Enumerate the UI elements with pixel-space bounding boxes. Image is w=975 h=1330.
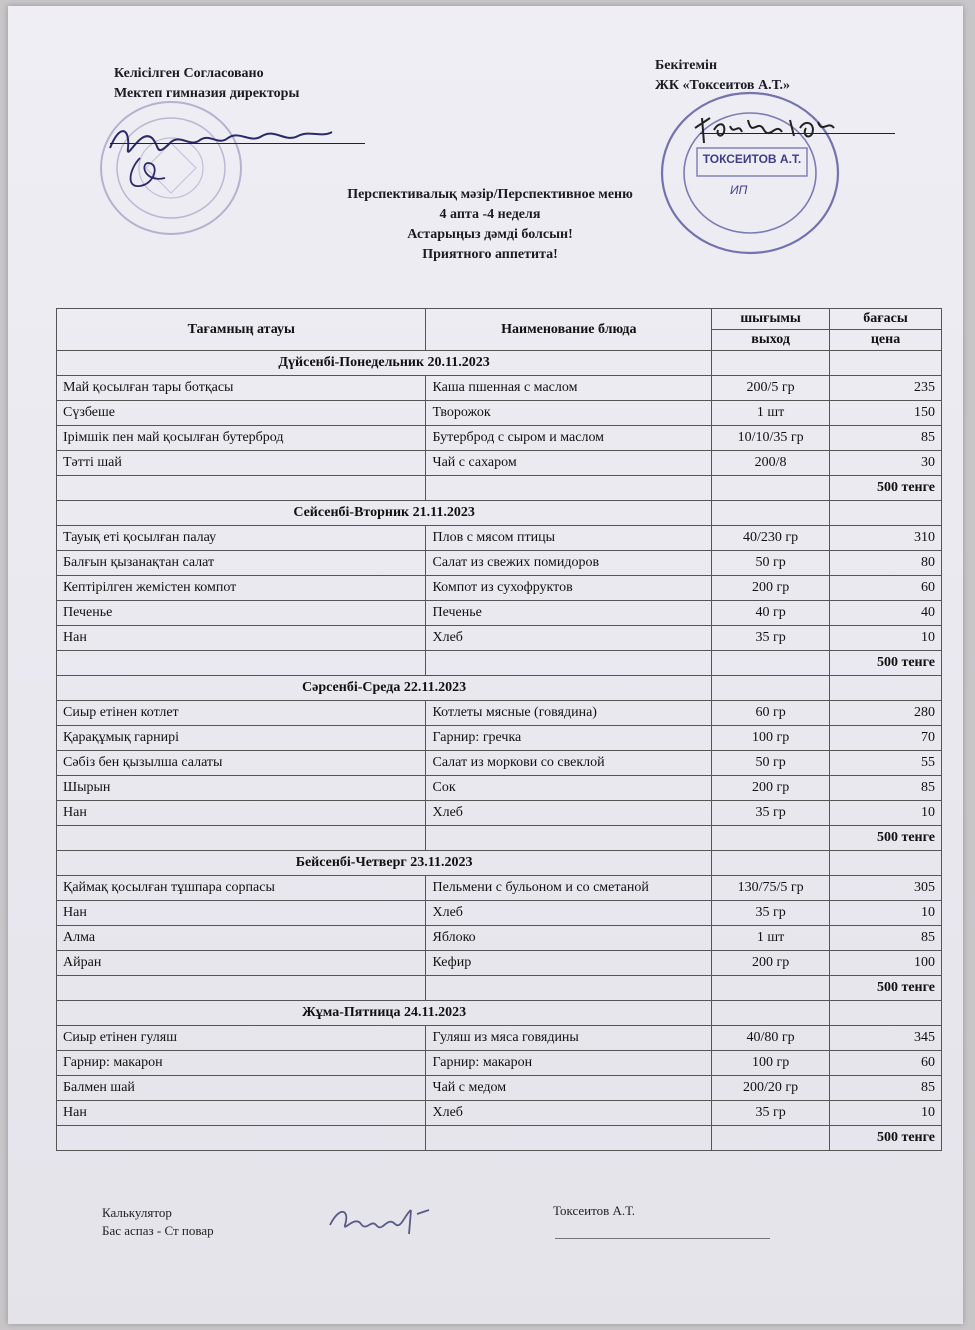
footer-roles [102, 1204, 214, 1240]
dish-ru: Пельмени с бульоном и со сметаной [426, 876, 712, 901]
day-title: Жұма-Пятница 24.11.2023 [57, 1001, 712, 1026]
dish-yield: 35 гр [712, 626, 830, 651]
dish-yield: 40/230 гр [712, 526, 830, 551]
dish-price: 80 [830, 551, 942, 576]
dish-kz: Сүзбеше [57, 401, 426, 426]
dish-ru: Бутерброд с сыром и маслом [426, 426, 712, 451]
dish-price: 85 [830, 926, 942, 951]
table-row [57, 726, 942, 751]
menu-week: 4 апта -4 неделя [439, 207, 541, 222]
header-dish-kz: Тағамның атауы [57, 309, 426, 351]
table-row [57, 626, 942, 651]
dish-kz: Май қосылған тары ботқасы [57, 376, 426, 401]
dish-ru: Котлеты мясные (говядина) [426, 701, 712, 726]
greeting-kz: Астарыңыз дәмді болсын! [407, 227, 573, 242]
dish-ru: Хлеб [426, 1101, 712, 1126]
dish-price: 345 [830, 1026, 942, 1051]
dish-price: 280 [830, 701, 942, 726]
dish-yield: 50 гр [712, 551, 830, 576]
dish-price: 10 [830, 801, 942, 826]
header-yield-ru: выход [712, 330, 830, 351]
day-total: 500 тенге [830, 651, 942, 676]
dish-price: 40 [830, 601, 942, 626]
dish-price: 85 [830, 1076, 942, 1101]
header-price-kz: бағасы [830, 309, 942, 330]
dish-price: 60 [830, 576, 942, 601]
header-price-ru: цена [830, 330, 942, 351]
dish-kz: Сәбіз бен қызылша салаты [57, 751, 426, 776]
dish-yield: 100 гр [712, 726, 830, 751]
dish-yield: 40 гр [712, 601, 830, 626]
dish-ru: Гарнир: макарон [426, 1051, 712, 1076]
dish-price: 235 [830, 376, 942, 401]
footer-role-1: Калькулятор [102, 1205, 172, 1220]
dish-kz: Нан [57, 801, 426, 826]
footer-sign-line [555, 1238, 770, 1239]
table-row [57, 876, 942, 901]
dish-price: 85 [830, 426, 942, 451]
dish-ru: Творожок [426, 401, 712, 426]
table-row [57, 751, 942, 776]
dish-ru: Плов с мясом птицы [426, 526, 712, 551]
table-row [57, 551, 942, 576]
dish-kz: Печенье [57, 601, 426, 626]
day-title: Бейсенбі-Четверг 23.11.2023 [57, 851, 712, 876]
dish-yield: 50 гр [712, 751, 830, 776]
dish-yield: 35 гр [712, 901, 830, 926]
dish-yield: 100 гр [712, 1051, 830, 1076]
dish-yield: 200/5 гр [712, 376, 830, 401]
greeting-ru: Приятного аппетита! [422, 247, 558, 262]
menu-table [56, 308, 942, 1151]
dish-yield: 35 гр [712, 1101, 830, 1126]
dish-kz: Сиыр етінен котлет [57, 701, 426, 726]
table-row [57, 926, 942, 951]
dish-kz: Алма [57, 926, 426, 951]
table-row [57, 951, 942, 976]
dish-kz: Балғын қызанақтан салат [57, 551, 426, 576]
dish-kz: Ірімшік пен май қосылған бутерброд [57, 426, 426, 451]
dish-yield: 1 шт [712, 401, 830, 426]
table-row [57, 1076, 942, 1101]
menu-title-block [290, 185, 690, 265]
dish-kz: Кептірілген жемістен компот [57, 576, 426, 601]
footer-role-2: Бас аспаз - Ст повар [102, 1223, 214, 1238]
approver-signature [690, 108, 840, 148]
dish-yield: 200/8 [712, 451, 830, 476]
day-title: Дүйсенбі-Понедельник 20.11.2023 [57, 351, 712, 376]
table-row [57, 601, 942, 626]
dish-ru: Кефир [426, 951, 712, 976]
dish-price: 30 [830, 451, 942, 476]
dish-kz: Тәтті шай [57, 451, 426, 476]
dish-yield: 200 гр [712, 951, 830, 976]
dish-kz: Шырын [57, 776, 426, 801]
stamp-type: ИП [730, 183, 748, 197]
agreed-line-1: Келісілген Согласовано [114, 66, 264, 81]
dish-yield: 1 шт [712, 926, 830, 951]
dish-yield: 130/75/5 гр [712, 876, 830, 901]
table-row [57, 776, 942, 801]
dish-kz: Нан [57, 1101, 426, 1126]
dish-ru: Гуляш из мяса говядины [426, 1026, 712, 1051]
dish-ru: Салат из моркови со свеклой [426, 751, 712, 776]
chef-signature [325, 1200, 435, 1240]
dish-kz: Қарақұмық гарнирі [57, 726, 426, 751]
dish-ru: Хлеб [426, 626, 712, 651]
dish-ru: Чай с сахаром [426, 451, 712, 476]
table-row [57, 1026, 942, 1051]
dish-ru: Сок [426, 776, 712, 801]
dish-kz: Нан [57, 901, 426, 926]
agreed-line-2: Мектеп гимназия директоры [114, 86, 300, 101]
header-yield-kz: шығымы [712, 309, 830, 330]
dish-kz: Сиыр етінен гуляш [57, 1026, 426, 1051]
day-total: 500 тенге [830, 1126, 942, 1151]
dish-kz: Балмен шай [57, 1076, 426, 1101]
dish-yield: 200 гр [712, 776, 830, 801]
table-row [57, 576, 942, 601]
dish-ru: Яблоко [426, 926, 712, 951]
day-total: 500 тенге [830, 976, 942, 1001]
table-row [57, 901, 942, 926]
table-row [57, 451, 942, 476]
dish-yield: 35 гр [712, 801, 830, 826]
dish-yield: 10/10/35 гр [712, 426, 830, 451]
table-row [57, 1101, 942, 1126]
day-title: Сәрсенбі-Среда 22.11.2023 [57, 676, 712, 701]
stamp-name: ТОКСЕИТОВ А.Т. [702, 152, 802, 166]
dish-price: 305 [830, 876, 942, 901]
dish-kz: Айран [57, 951, 426, 976]
menu-title: Перспективалық мәзір/Перспективное меню [347, 187, 633, 202]
dish-ru: Печенье [426, 601, 712, 626]
dish-yield: 60 гр [712, 701, 830, 726]
dish-yield: 40/80 гр [712, 1026, 830, 1051]
table-row [57, 401, 942, 426]
approved-line-2: ЖК «Токсеитов А.Т.» [655, 78, 791, 93]
day-title: Сейсенбі-Вторник 21.11.2023 [57, 501, 712, 526]
dish-ru: Хлеб [426, 901, 712, 926]
dish-price: 310 [830, 526, 942, 551]
dish-kz: Нан [57, 626, 426, 651]
dish-ru: Чай с медом [426, 1076, 712, 1101]
approver-sign-line [700, 133, 895, 134]
director-sign-line [110, 143, 365, 144]
dish-price: 85 [830, 776, 942, 801]
dish-price: 10 [830, 901, 942, 926]
dish-price: 55 [830, 751, 942, 776]
table-row [57, 701, 942, 726]
table-row [57, 801, 942, 826]
table-row [57, 1051, 942, 1076]
dish-ru: Хлеб [426, 801, 712, 826]
table-row [57, 376, 942, 401]
dish-ru: Компот из сухофруктов [426, 576, 712, 601]
dish-price: 60 [830, 1051, 942, 1076]
day-total: 500 тенге [830, 476, 942, 501]
header-dish-ru: Наименование блюда [426, 309, 712, 351]
table-row [57, 526, 942, 551]
footer-name: Токсеитов А.Т. [553, 1203, 636, 1218]
dish-ru: Каша пшенная с маслом [426, 376, 712, 401]
dish-kz: Тауық еті қосылған палау [57, 526, 426, 551]
dish-price: 10 [830, 1101, 942, 1126]
dish-yield: 200 гр [712, 576, 830, 601]
dish-kz: Қаймақ қосылған тұшпара сорпасы [57, 876, 426, 901]
table-row [57, 426, 942, 451]
dish-ru: Гарнир: гречка [426, 726, 712, 751]
dish-price: 150 [830, 401, 942, 426]
dish-yield: 200/20 гр [712, 1076, 830, 1101]
dish-price: 100 [830, 951, 942, 976]
approved-line-1: Бекітемін [655, 58, 718, 73]
day-total: 500 тенге [830, 826, 942, 851]
dish-ru: Салат из свежих помидоров [426, 551, 712, 576]
dish-price: 70 [830, 726, 942, 751]
dish-kz: Гарнир: макарон [57, 1051, 426, 1076]
dish-price: 10 [830, 626, 942, 651]
